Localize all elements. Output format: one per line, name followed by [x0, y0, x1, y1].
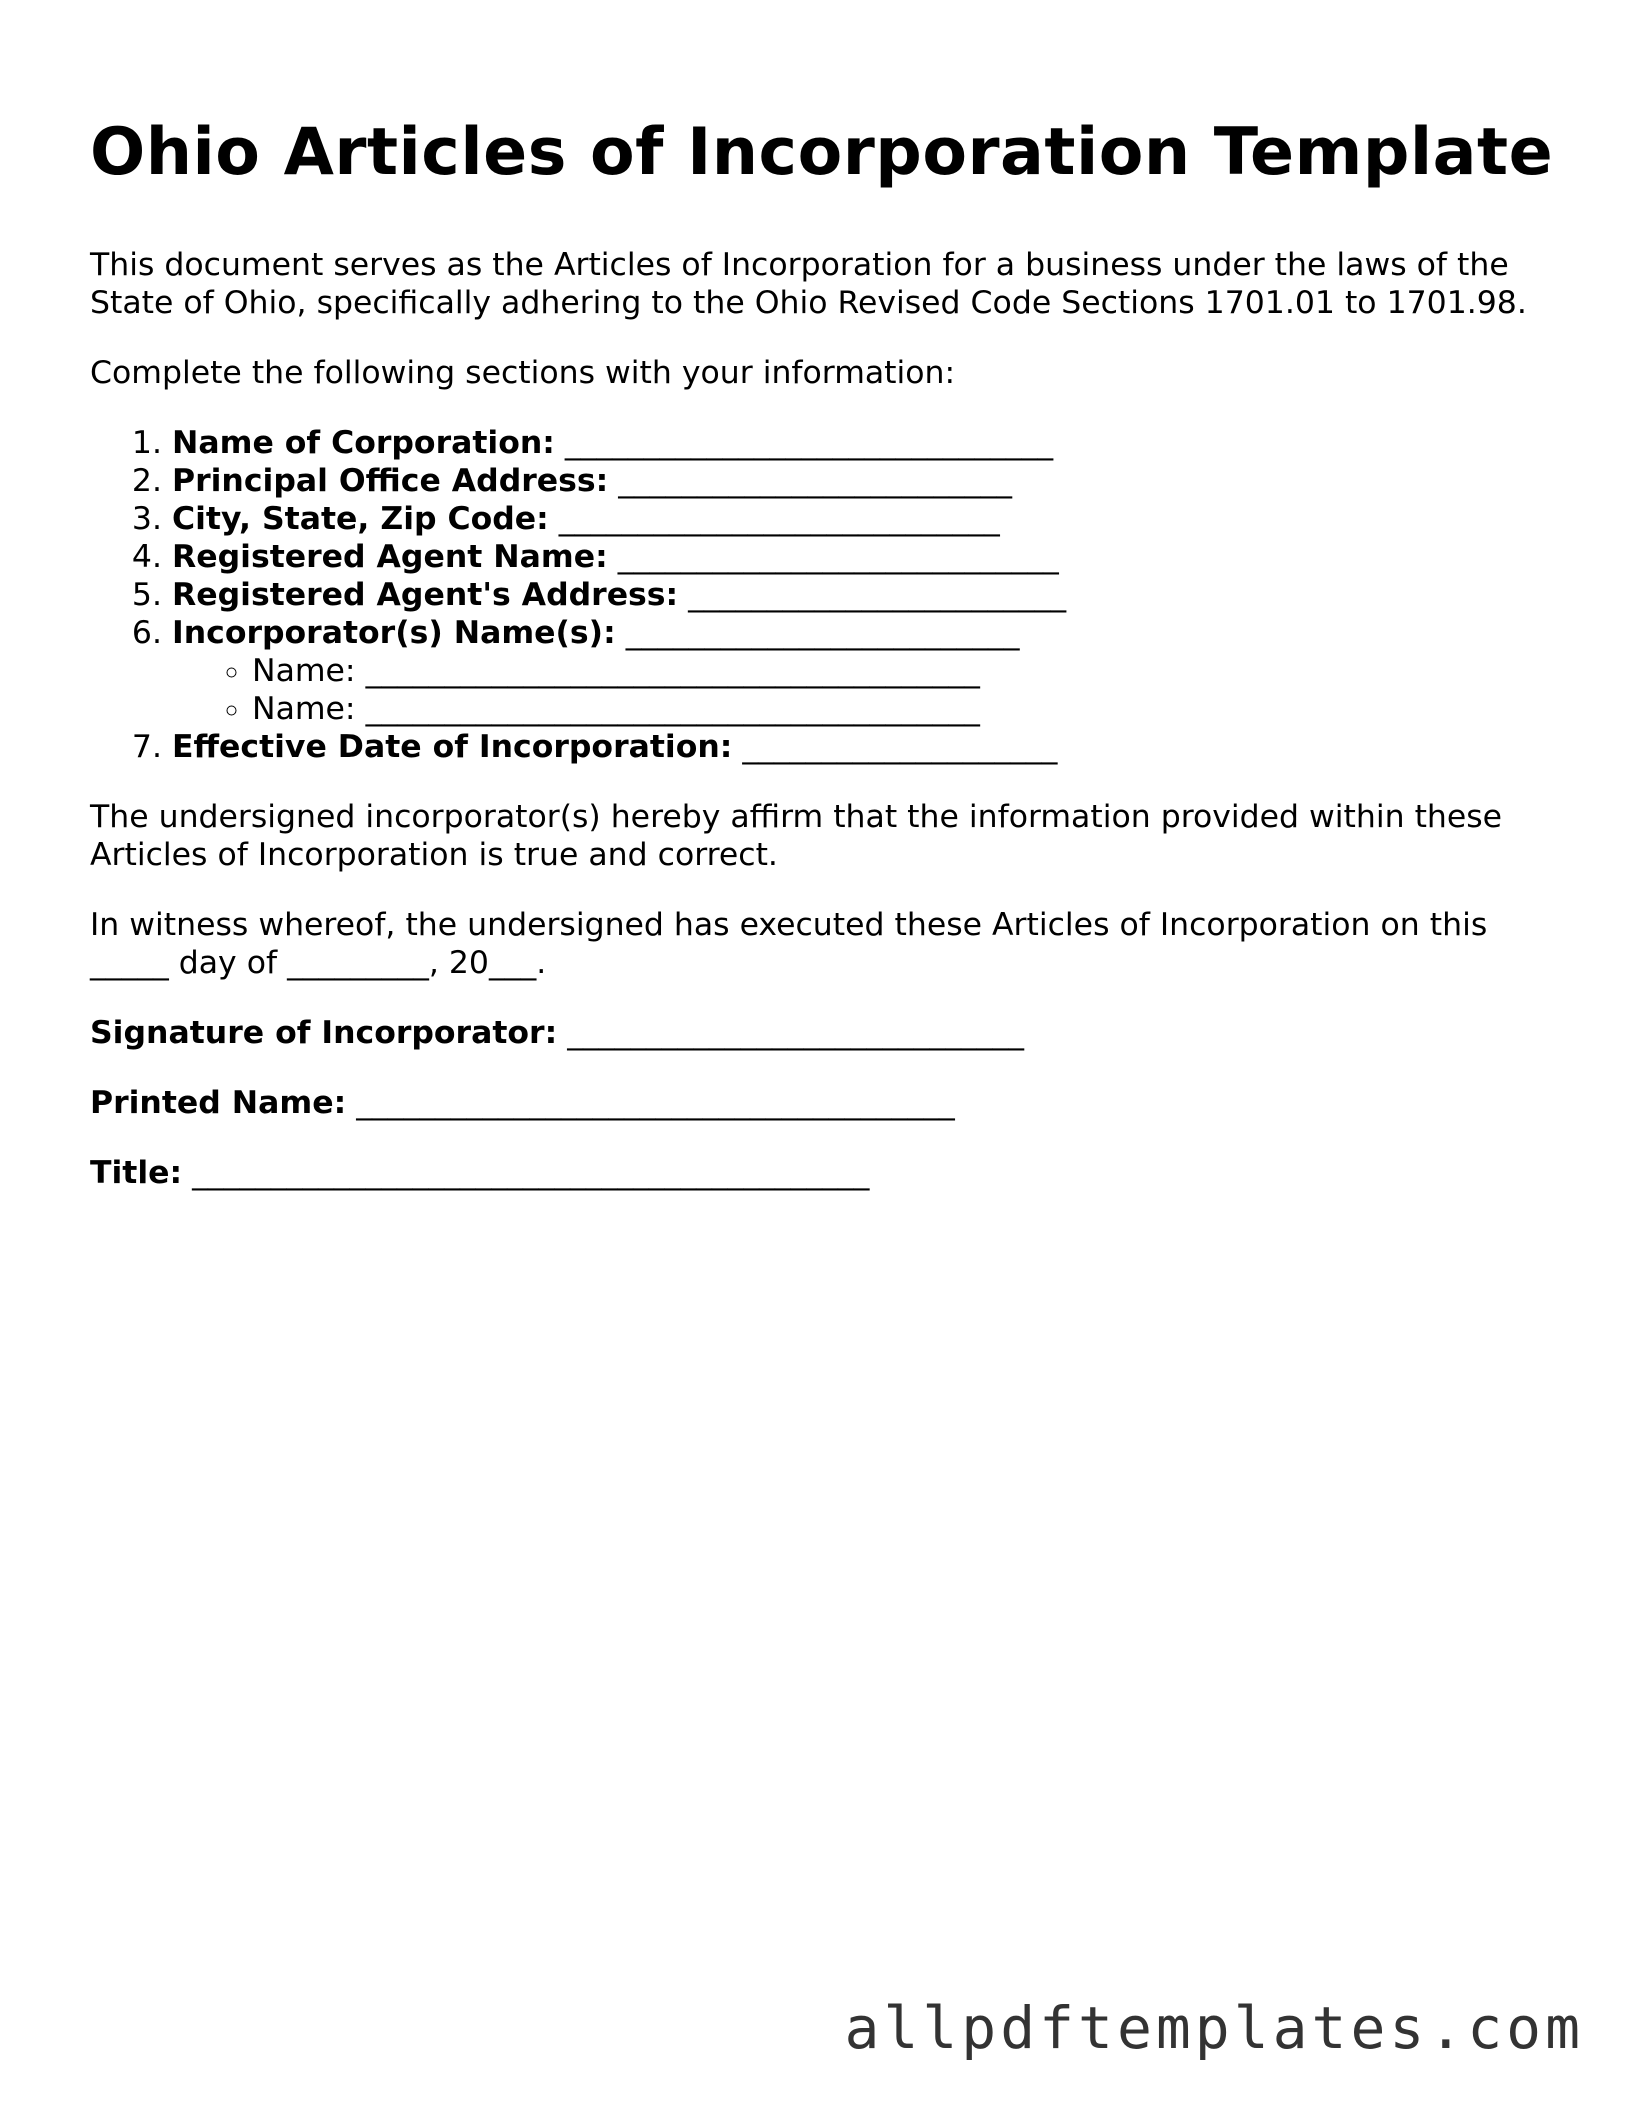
field-label: Effective Date of Incorporation: [172, 729, 733, 765]
printed-name-blank[interactable]: ______________________________________ [356, 1085, 955, 1121]
watermark: allpdftemplates.com [844, 1994, 1584, 2062]
witness-line-2[interactable]: _____ day of _________, 20___. [90, 945, 547, 981]
instructions-text: Complete the following sections with your information: [90, 355, 956, 391]
field-principal-office [172, 462, 1570, 500]
field-registered-agent-address [172, 576, 1570, 614]
title-label: Title: [90, 1155, 183, 1191]
field-blank[interactable]: _________________________ [625, 615, 1020, 651]
affirmation-paragraph: The undersigned incorporator(s) hereby affirm that the information provided within these Articles of Incorporation is true and correct. [90, 799, 1503, 873]
sub-blank[interactable]: _______________________________________ [365, 653, 980, 689]
sub-label: Name: [252, 653, 356, 689]
page-title: Ohio Articles of Incorporation Template [90, 115, 1554, 190]
sub-label: Name: [252, 691, 356, 727]
field-corporation-name [172, 424, 1570, 462]
printed-name-label: Printed Name: [90, 1085, 347, 1121]
field-incorporator-names [172, 614, 1570, 728]
signature-label: Signature of Incorporator: [90, 1015, 558, 1051]
field-label: Registered Agent Name: [172, 539, 608, 575]
field-label: Name of Corporation: [172, 425, 555, 461]
field-blank[interactable]: ____________________________ [617, 539, 1059, 575]
field-blank[interactable]: ____________________________ [558, 501, 1000, 537]
signature-blank[interactable]: _____________________________ [567, 1015, 1024, 1051]
printed-name-field [90, 1084, 1570, 1122]
field-label: Principal Office Address: [172, 463, 609, 499]
field-label: Registered Agent's Address: [172, 577, 679, 613]
fields-list [90, 424, 1570, 766]
title-field [90, 1154, 1570, 1192]
field-label: Incorporator(s) Name(s): [172, 615, 616, 651]
document-page [90, 108, 1570, 1192]
field-registered-agent-name [172, 538, 1570, 576]
field-effective-date [172, 728, 1570, 766]
field-blank[interactable]: _________________________ [618, 463, 1013, 499]
incorporator-name-item [252, 690, 1570, 728]
witness-paragraph [90, 906, 1570, 982]
field-label: City, State, Zip Code: [172, 501, 549, 537]
incorporator-sublist [172, 652, 1570, 728]
field-blank[interactable]: _______________________________ [564, 425, 1054, 461]
signature-field [90, 1014, 1570, 1052]
witness-line-1: In witness whereof, the undersigned has executed these Articles of Incorporation on this [90, 907, 1488, 943]
field-city-state-zip [172, 500, 1570, 538]
field-blank[interactable]: ____________________ [742, 729, 1058, 765]
intro-paragraph: This document serves as the Articles of Incorporation for a business under the laws of the State of Ohio, specifically adhering to the Ohio Revised Code Sections 1701.01 to 1701.98. [90, 247, 1527, 321]
field-blank[interactable]: ________________________ [688, 577, 1067, 613]
incorporator-name-item [252, 652, 1570, 690]
title-blank[interactable]: ___________________________________________ [192, 1155, 870, 1191]
sub-blank[interactable]: _______________________________________ [365, 691, 980, 727]
